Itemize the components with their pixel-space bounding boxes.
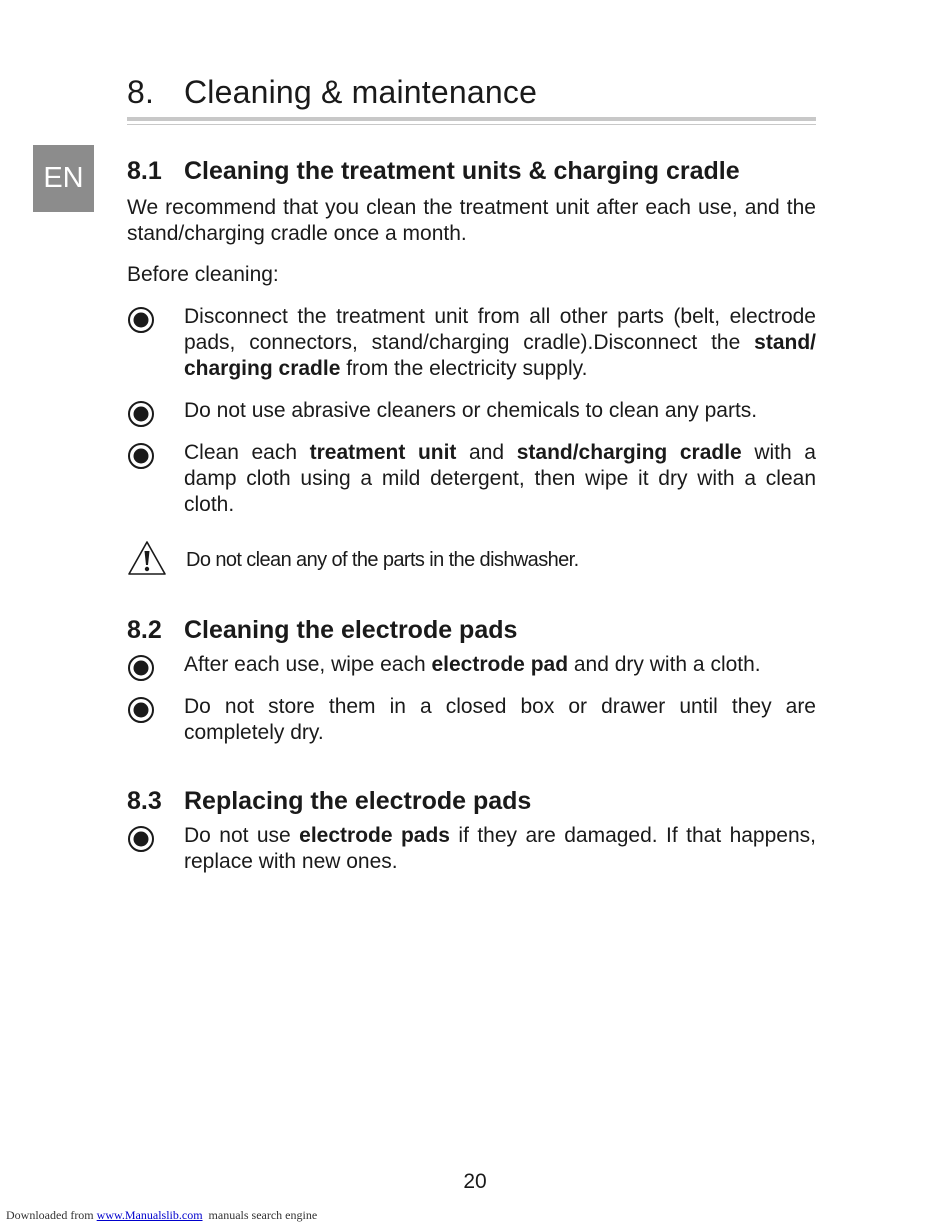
radio-bullet-icon [127,696,155,724]
radio-bullet-icon [127,400,155,428]
section-number: 8.2 [127,616,162,644]
language-tab: EN [33,145,94,212]
section-number: 8.1 [127,157,162,185]
radio-bullet-icon [127,306,155,334]
before-cleaning-label: Before cleaning: [127,263,279,286]
download-footer: Downloaded from www.Manualslib.com manuals search engine [6,1208,318,1222]
radio-bullet-icon [127,825,155,853]
cleaning-list [127,304,816,518]
main-content [127,152,816,875]
list-item: After each use, wipe each electrode pad and dry with a cloth. [127,652,816,678]
section-number: 8.3 [127,787,162,815]
electrode-replace-list [127,823,816,875]
radio-bullet-icon [127,654,155,682]
intro-paragraph: We recommend that you clean the treatment unit after each use, and the stand/charging cradle once a month. [127,196,816,245]
warning-text: Do not clean any of the parts in the dishwasher. [186,549,579,571]
radio-bullet-icon [127,442,155,470]
section-heading-8-3 [127,782,816,820]
electrode-cleaning-list [127,652,816,746]
chapter-number: 8. [127,74,155,110]
manualslib-link[interactable]: www.Manualslib.com [96,1208,203,1222]
title-rule-thin [127,124,816,125]
section-title: Replacing the electrode pads [184,787,532,815]
title-rule [127,117,816,121]
list-item: Clean each treatment unit and stand/charging cradle with a damp cloth using a mild detergent, then wipe it dry with a clean cloth. [127,440,816,518]
section-heading-8-2 [127,611,816,649]
list-item: Do not use abrasive cleaners or chemicals to clean any parts. [127,398,816,424]
section-title: Cleaning the electrode pads [184,616,518,644]
list-item: Disconnect the treatment unit from all other parts (belt, electrode pads, connectors, stand/charging cradle).Disconnect the stand/ charging cradle from the electricity supply. [127,304,816,382]
list-item: Do not use electrode pads if they are damaged. If that happens, replace with new ones. [127,823,816,875]
list-item: Do not store them in a closed box or drawer until they are completely dry. [127,694,816,746]
section-heading-8-1 [127,152,816,190]
section-title: Cleaning the treatment units & charging cradle [184,157,740,185]
page-title [127,74,537,111]
chapter-title: Cleaning & maintenance [184,74,538,110]
warning-note [127,546,816,574]
warning-triangle-icon [127,540,167,576]
page-number: 20 [463,1170,487,1193]
